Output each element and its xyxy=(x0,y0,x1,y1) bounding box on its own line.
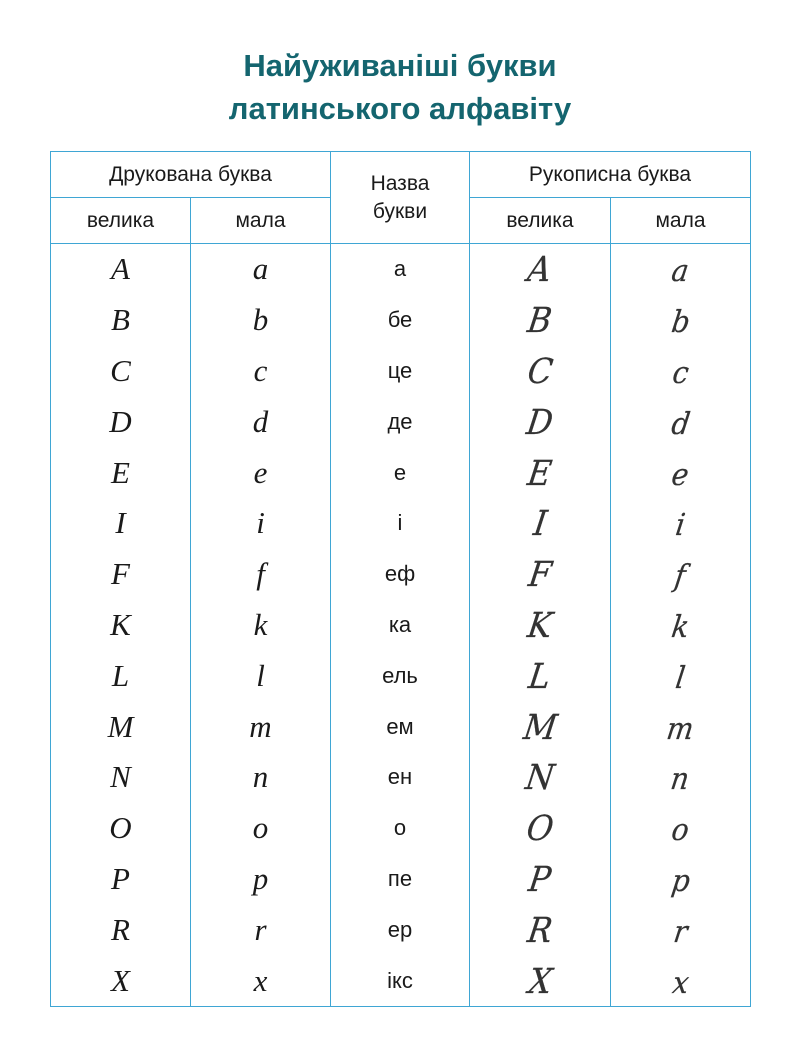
printed-lower-letter: c xyxy=(191,346,331,397)
handwritten-upper-letter: K xyxy=(525,604,555,646)
handwritten-upper-letter: F xyxy=(526,553,554,595)
printed-lower-letter: m xyxy=(191,701,331,752)
handwritten-upper-letter-cell xyxy=(470,396,611,447)
letter-name: ікс xyxy=(331,955,470,1006)
handwritten-lower-letter: f xyxy=(672,557,689,594)
letter-name: ер xyxy=(331,904,470,955)
letter-name: це xyxy=(331,346,470,397)
handwritten-lower-letter-cell xyxy=(611,295,751,346)
letter-name: а xyxy=(331,244,470,295)
handwritten-upper-letter-cell xyxy=(470,955,611,1006)
handwritten-upper-letter-cell xyxy=(470,346,611,397)
letter-name-header xyxy=(331,152,470,244)
handwritten-lower-letter: i xyxy=(673,507,688,543)
handwritten-lower-letter: x xyxy=(670,964,691,1000)
handwritten-upper-letter: D xyxy=(524,401,556,443)
printed-lower-letter: p xyxy=(191,854,331,905)
printed-upper-header: велика xyxy=(51,198,191,244)
handwritten-upper-letter: X xyxy=(525,960,555,1002)
printed-lower-letter: n xyxy=(191,752,331,803)
handwritten-upper-letter-cell xyxy=(470,600,611,651)
handwritten-letter-header: Рукописна буква xyxy=(470,152,751,198)
handwritten-lower-letter-cell xyxy=(611,854,751,905)
printed-lower-letter: d xyxy=(191,396,331,447)
handwritten-upper-letter: N xyxy=(523,756,557,798)
printed-upper-letter: C xyxy=(51,346,191,397)
handwritten-lower-letter-cell xyxy=(611,244,751,295)
title-line-2: латинського алфавіту xyxy=(228,91,572,126)
handwritten-lower-letter: n xyxy=(668,761,693,797)
letter-name: о xyxy=(331,803,470,854)
handwritten-lower-letter-cell xyxy=(611,752,751,803)
handwritten-lower-letter: r xyxy=(671,913,690,950)
letter-name: е xyxy=(331,447,470,498)
handwritten-lower-letter: p xyxy=(669,862,692,899)
printed-upper-letter: R xyxy=(51,904,191,955)
printed-upper-letter: A xyxy=(51,244,191,295)
printed-lower-letter: o xyxy=(191,803,331,854)
printed-lower-letter: e xyxy=(191,447,331,498)
table-row xyxy=(51,701,751,752)
handwritten-upper-letter: E xyxy=(525,452,555,494)
table-row xyxy=(51,650,751,701)
handwritten-lower-letter: o xyxy=(669,811,692,848)
printed-lower-letter: b xyxy=(191,295,331,346)
alphabet-rows xyxy=(51,244,751,1007)
table-row xyxy=(51,498,751,549)
handwritten-lower-letter: k xyxy=(669,608,692,645)
title-line-1: Найуживаніші букви xyxy=(243,48,557,83)
printed-lower-letter: a xyxy=(191,244,331,295)
handwritten-lower-letter-cell xyxy=(611,650,751,701)
alphabet-table xyxy=(50,151,751,1007)
letter-name: ен xyxy=(331,752,470,803)
handwritten-lower-header: мала xyxy=(611,198,751,244)
letter-name-header-line1: Назва xyxy=(370,171,430,195)
handwritten-upper-letter-cell xyxy=(470,549,611,600)
printed-lower-letter: k xyxy=(191,600,331,651)
table-row xyxy=(51,803,751,854)
printed-upper-letter: D xyxy=(51,396,191,447)
handwritten-upper-letter-cell xyxy=(470,498,611,549)
printed-upper-letter: K xyxy=(51,600,191,651)
handwritten-lower-letter-cell xyxy=(611,346,751,397)
table-row xyxy=(51,396,751,447)
printed-lower-header: мала xyxy=(191,198,331,244)
letter-name: де xyxy=(331,396,470,447)
printed-upper-letter: F xyxy=(51,549,191,600)
table-row xyxy=(51,904,751,955)
handwritten-lower-letter-cell xyxy=(611,498,751,549)
printed-upper-letter: E xyxy=(51,447,191,498)
table-row xyxy=(51,549,751,600)
handwritten-lower-letter-cell xyxy=(611,549,751,600)
table-row xyxy=(51,244,751,295)
handwritten-upper-letter: L xyxy=(526,655,554,697)
letter-name: ка xyxy=(331,600,470,651)
handwritten-upper-letter: I xyxy=(530,502,550,544)
handwritten-upper-letter-cell xyxy=(470,904,611,955)
handwritten-lower-letter-cell xyxy=(611,396,751,447)
handwritten-upper-letter-cell xyxy=(470,447,611,498)
handwritten-lower-letter-cell xyxy=(611,904,751,955)
handwritten-lower-letter-cell xyxy=(611,447,751,498)
table-row xyxy=(51,854,751,905)
printed-upper-letter: O xyxy=(51,803,191,854)
page-title xyxy=(0,44,800,130)
printed-lower-letter: i xyxy=(191,498,331,549)
handwritten-upper-letter-cell xyxy=(470,803,611,854)
letter-name: пе xyxy=(331,854,470,905)
handwritten-lower-letter: m xyxy=(664,710,697,746)
handwritten-upper-letter-cell xyxy=(470,752,611,803)
handwritten-lower-letter-cell xyxy=(611,955,751,1006)
table-row xyxy=(51,447,751,498)
handwritten-lower-letter: d xyxy=(669,405,692,442)
handwritten-upper-letter: B xyxy=(525,299,555,341)
printed-lower-letter: f xyxy=(191,549,331,600)
printed-upper-letter: L xyxy=(51,650,191,701)
handwritten-lower-letter: a xyxy=(669,253,692,289)
table-row xyxy=(51,600,751,651)
handwritten-upper-letter: C xyxy=(524,350,556,392)
handwritten-lower-letter: b xyxy=(669,303,692,340)
handwritten-upper-letter-cell xyxy=(470,650,611,701)
handwritten-upper-letter: R xyxy=(525,909,555,951)
handwritten-lower-letter: e xyxy=(669,456,692,492)
letter-name: ель xyxy=(331,650,470,701)
letter-name: ем xyxy=(331,701,470,752)
table-row xyxy=(51,346,751,397)
handwritten-lower-letter-cell xyxy=(611,600,751,651)
table-row xyxy=(51,752,751,803)
handwritten-upper-header: велика xyxy=(470,198,611,244)
printed-upper-letter: M xyxy=(51,701,191,752)
handwritten-upper-letter: M xyxy=(520,706,560,748)
handwritten-upper-letter-cell xyxy=(470,701,611,752)
handwritten-lower-letter: l xyxy=(673,659,688,696)
printed-lower-letter: x xyxy=(191,955,331,1006)
letter-name: еф xyxy=(331,549,470,600)
letter-name: бе xyxy=(331,295,470,346)
printed-upper-letter: N xyxy=(51,752,191,803)
handwritten-upper-letter-cell xyxy=(470,854,611,905)
printed-lower-letter: r xyxy=(191,904,331,955)
printed-upper-letter: B xyxy=(51,295,191,346)
handwritten-upper-letter: A xyxy=(525,248,555,290)
handwritten-lower-letter-cell xyxy=(611,701,751,752)
letter-name-header-line2: букви xyxy=(372,199,428,223)
printed-upper-letter: X xyxy=(51,955,191,1006)
handwritten-upper-letter: P xyxy=(526,858,554,900)
handwritten-upper-letter: O xyxy=(523,807,556,849)
printed-letter-header: Друкована буква xyxy=(51,152,331,198)
table-row xyxy=(51,955,751,1006)
handwritten-upper-letter-cell xyxy=(470,244,611,295)
letter-name: і xyxy=(331,498,470,549)
handwritten-upper-letter-cell xyxy=(470,295,611,346)
handwritten-lower-letter: c xyxy=(670,354,691,391)
printed-lower-letter: l xyxy=(191,650,331,701)
handwritten-lower-letter-cell xyxy=(611,803,751,854)
table-row xyxy=(51,295,751,346)
printed-upper-letter: P xyxy=(51,854,191,905)
printed-upper-letter: I xyxy=(51,498,191,549)
